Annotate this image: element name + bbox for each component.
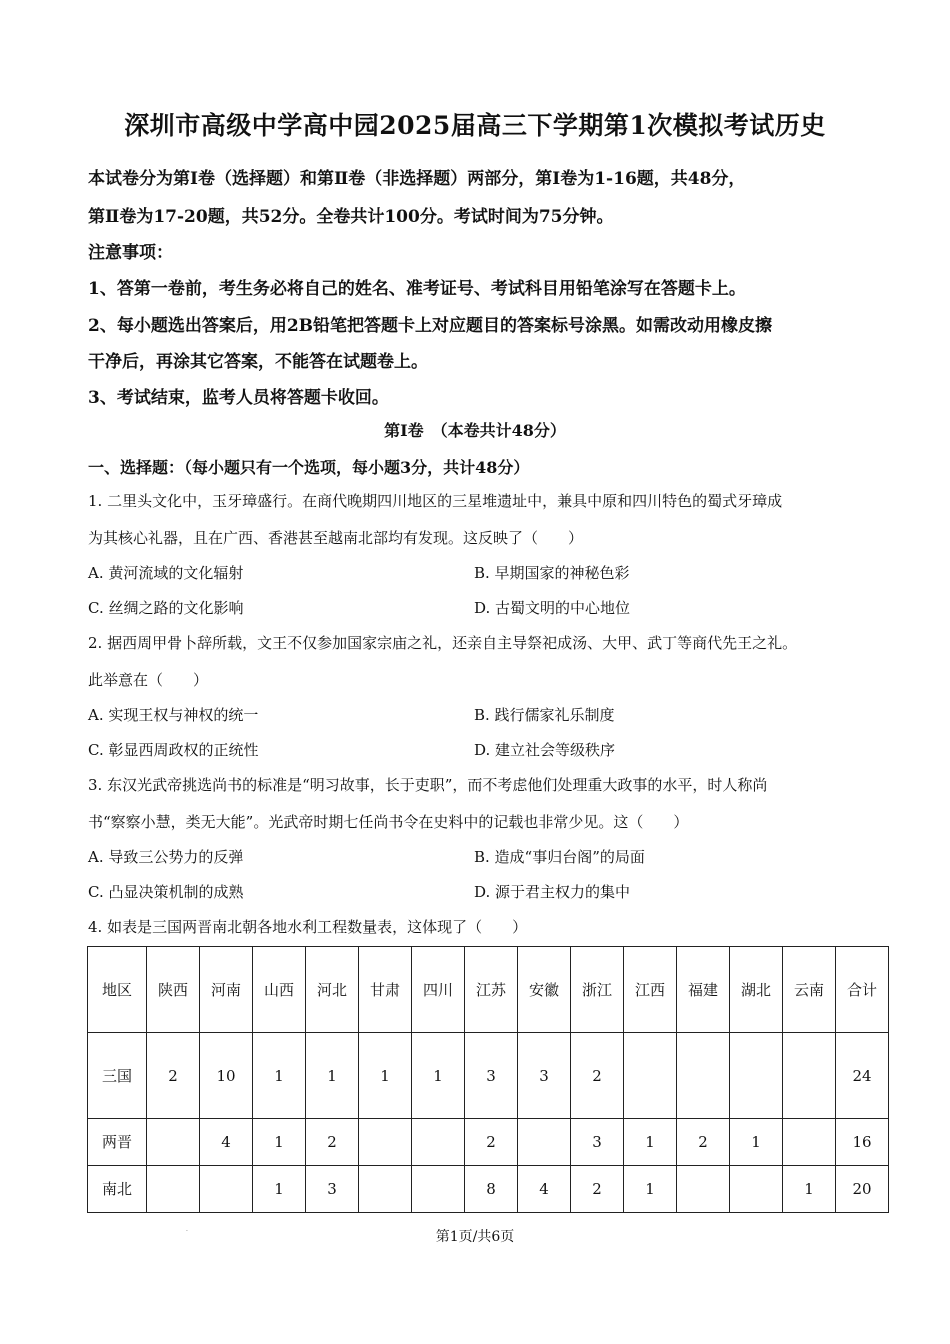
- table-header-cell: 江苏: [465, 947, 518, 1033]
- table-cell: 2: [571, 1166, 624, 1213]
- table-row: [88, 1119, 889, 1166]
- table-cell: 1: [412, 1033, 465, 1119]
- table-cell: [783, 1033, 836, 1119]
- question-1-option-b: B. 早期国家的神秘色彩: [474, 564, 630, 582]
- stray-mark: .: [186, 1226, 188, 1233]
- table-cell: 3: [306, 1166, 359, 1213]
- question-3-line-2: 书“察察小慧，类无大能”。光武帝时期七任尚书令在史料中的记载也非常少见。这（ ）: [88, 813, 689, 831]
- table-header-cell: 四川: [412, 947, 465, 1033]
- table-cell: 4: [200, 1119, 253, 1166]
- table-cell: 2: [306, 1119, 359, 1166]
- table-cell: [677, 1033, 730, 1119]
- question-1-option-d: D. 古蜀文明的中心地位: [474, 599, 631, 617]
- table-cell: 1: [306, 1033, 359, 1119]
- table-cell: [200, 1166, 253, 1213]
- intro-line-2: 第Ⅱ卷为17-20题，共52分。全卷共计100分。考试时间为75分钟。: [88, 207, 614, 227]
- question-4-line-1: 4. 如表是三国两晋南北朝各地水利工程数量表，这体现了（ ）: [88, 918, 528, 936]
- question-3-option-d: D. 源于君主权力的集中: [474, 883, 631, 901]
- table-cell: [624, 1033, 677, 1119]
- table-cell: 1: [253, 1166, 306, 1213]
- table-cell: [783, 1119, 836, 1166]
- notice-item-2b: 干净后，再涂其它答案，不能答在试题卷上。: [88, 352, 428, 372]
- question-3-line-1: 3. 东汉光武帝挑选尚书的标准是“明习故事，长于吏职”，而不考虑他们处理重大政事的水平，时人称尚: [88, 776, 768, 794]
- table-cell: 1: [253, 1119, 306, 1166]
- table-cell: 三国: [88, 1033, 147, 1119]
- table-cell: 1: [783, 1166, 836, 1213]
- table-header-cell: 地区: [88, 947, 147, 1033]
- table-header-cell: 浙江: [571, 947, 624, 1033]
- table-cell: 2: [677, 1119, 730, 1166]
- table-cell: 1: [624, 1119, 677, 1166]
- water-projects-table: [87, 946, 889, 1213]
- table-cell: [359, 1119, 412, 1166]
- table-cell: [147, 1166, 200, 1213]
- table-cell: 1: [359, 1033, 412, 1119]
- table-cell: 1: [730, 1119, 783, 1166]
- table-cell: 2: [571, 1033, 624, 1119]
- table-header-cell: 湖北: [730, 947, 783, 1033]
- table-cell: 两晋: [88, 1119, 147, 1166]
- question-2-option-c: C. 彰显西周政权的正统性: [88, 741, 259, 759]
- table-header-row: [88, 947, 889, 1033]
- table-row: [88, 1033, 889, 1119]
- notice-item-1: 1、答第一卷前，考生务必将自己的姓名、准考证号、考试科目用铅笔涂写在答题卡上。: [88, 279, 746, 299]
- question-1-line-2: 为其核心礼器，且在广西、香港甚至越南北部均有发现。这反映了（ ）: [88, 529, 584, 547]
- question-3-option-b: B. 造成“事归台阁”的局面: [474, 848, 645, 866]
- table-cell: [518, 1119, 571, 1166]
- question-2-option-b: B. 践行儒家礼乐制度: [474, 706, 615, 724]
- question-1-option-a: A. 黄河流域的文化辐射: [88, 564, 244, 582]
- table-cell: 1: [624, 1166, 677, 1213]
- table-header-cell: 甘肃: [359, 947, 412, 1033]
- table-cell: [359, 1166, 412, 1213]
- table-header-cell: 河北: [306, 947, 359, 1033]
- table-cell: 1: [253, 1033, 306, 1119]
- table-cell: 20: [836, 1166, 889, 1213]
- question-3-option-c: C. 凸显决策机制的成熟: [88, 883, 244, 901]
- question-2-line-2: 此举意在（ ）: [88, 671, 209, 689]
- table-cell: [677, 1166, 730, 1213]
- table-cell: 4: [518, 1166, 571, 1213]
- table-cell: [730, 1033, 783, 1119]
- table-header-cell: 合计: [836, 947, 889, 1033]
- table-cell: 24: [836, 1033, 889, 1119]
- question-3-option-a: A. 导致三公势力的反弹: [88, 848, 244, 866]
- notice-item-2a: 2、每小题选出答案后，用2B铅笔把答题卡上对应题目的答案标号涂黑。如需改动用橡皮擦: [88, 316, 773, 336]
- question-2-line-1: 2. 据西周甲骨卜辞所载，文王不仅参加国家宗庙之礼，还亲自主导祭祀成汤、大甲、武丁等商代先王之礼。: [88, 634, 798, 652]
- part-title: 一、选择题：（每小题只有一个选项，每小题3分，共计48分）: [88, 458, 530, 477]
- question-1-option-c: C. 丝绸之路的文化影响: [88, 599, 244, 617]
- table-cell: 8: [465, 1166, 518, 1213]
- notice-item-3: 3、考试结束，监考人员将答题卡收回。: [88, 388, 389, 408]
- page-footer: 第1页/共6页: [435, 1229, 515, 1245]
- question-2-option-d: D. 建立社会等级秩序: [474, 741, 616, 759]
- volume-title: 第Ⅰ卷 （本卷共计48分）: [384, 421, 566, 440]
- table-cell: 10: [200, 1033, 253, 1119]
- question-2-option-a: A. 实现王权与神权的统一: [88, 706, 259, 724]
- page-title: 深圳市高级中学高中园2025届高三下学期第1次模拟考试历史: [124, 111, 826, 140]
- table-cell: 南北: [88, 1166, 147, 1213]
- table-header-cell: 陕西: [147, 947, 200, 1033]
- question-1-line-1: 1. 二里头文化中，玉牙璋盛行。在商代晚期四川地区的三星堆遗址中，兼具中原和四川特色的蜀式牙璋成: [88, 492, 783, 510]
- table-header-cell: 云南: [783, 947, 836, 1033]
- table-cell: 2: [465, 1119, 518, 1166]
- table-cell: [412, 1166, 465, 1213]
- table-cell: 3: [465, 1033, 518, 1119]
- intro-line-1: 本试卷分为第Ⅰ卷（选择题）和第Ⅱ卷（非选择题）两部分，第Ⅰ卷为1-16题，共48分，: [88, 169, 746, 189]
- table-cell: [412, 1119, 465, 1166]
- table-header-cell: 福建: [677, 947, 730, 1033]
- table-cell: [147, 1119, 200, 1166]
- table-cell: 3: [518, 1033, 571, 1119]
- table-header-cell: 江西: [624, 947, 677, 1033]
- notice-heading: 注意事项：: [88, 243, 173, 263]
- table-header-cell: 安徽: [518, 947, 571, 1033]
- table-cell: [730, 1166, 783, 1213]
- table-row: [88, 1166, 889, 1213]
- table-cell: 3: [571, 1119, 624, 1166]
- table-header-cell: 山西: [253, 947, 306, 1033]
- table-cell: 16: [836, 1119, 889, 1166]
- table-header-cell: 河南: [200, 947, 253, 1033]
- table-cell: 2: [147, 1033, 200, 1119]
